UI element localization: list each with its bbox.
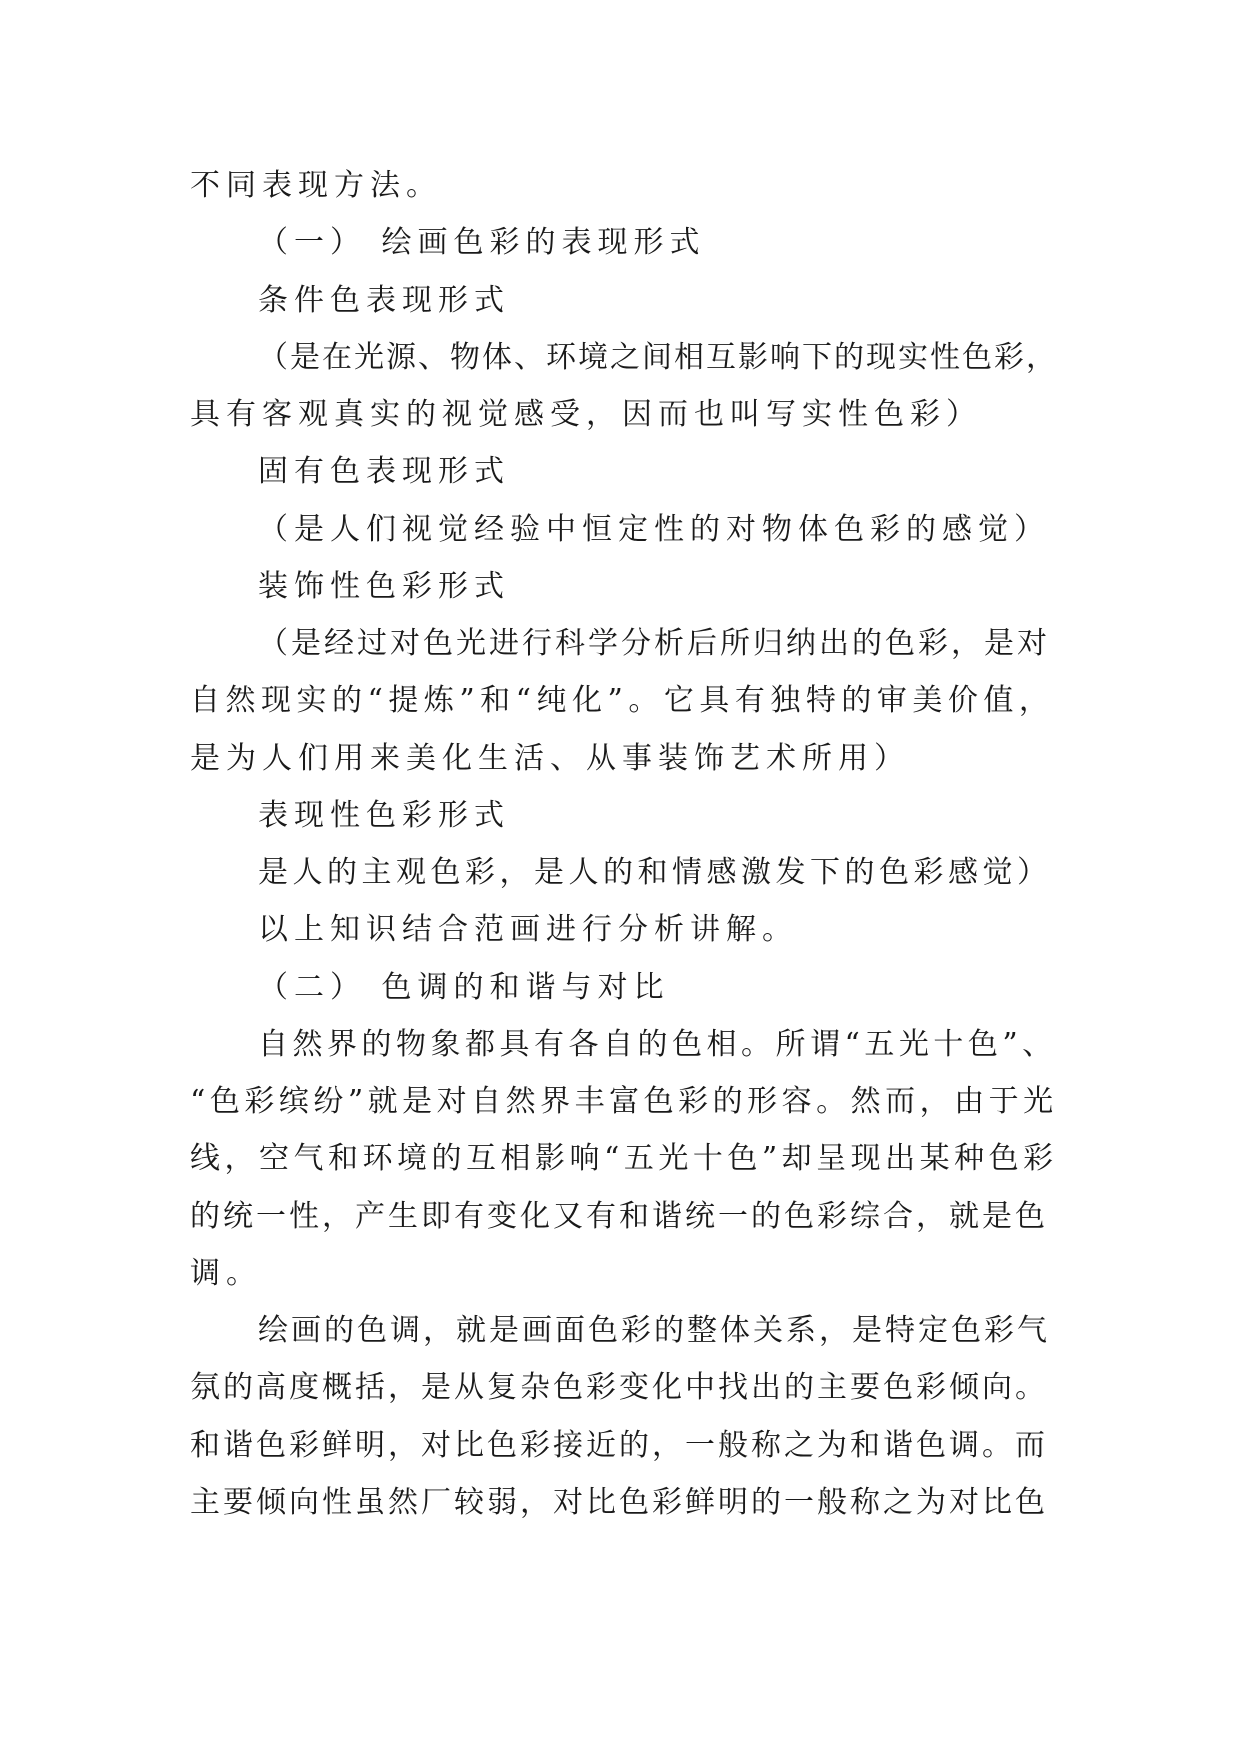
text-line: 不同表现方法。: [190, 168, 442, 203]
text-line: 自然现实的“提炼”和“纯化”。它具有独特的审美价值，: [190, 683, 1055, 718]
subheading: 固有色表现形式: [258, 454, 510, 489]
text-line: 是为人们用来美化生活、从事装饰艺术所用）: [190, 741, 910, 776]
subheading: 表现性色彩形式: [258, 798, 510, 833]
text-line: 线，空气和环境的互相影响“五光十色”却呈现出某种色彩: [190, 1141, 1058, 1176]
text-line: 的统一性，产生即有变化又有和谐统一的色彩综合，就是色: [190, 1199, 1048, 1234]
subheading: 装饰性色彩形式: [258, 569, 510, 604]
text-line: 具有客观真实的视觉感受，因而也叫写实性色彩）: [190, 397, 982, 432]
text-line: “色彩缤纷”就是对自然界丰富色彩的形容。然而，由于光: [190, 1084, 1058, 1119]
text-line: （是在光源、物体、环境之间相互影响下的现实性色彩，: [258, 340, 1058, 375]
text-line: 自然界的物象都具有各自的色相。所谓“五光十色”、: [258, 1027, 1057, 1062]
text-line: 主要倾向性虽然厂较弱，对比色彩鲜明的一般称之为对比色: [190, 1485, 1048, 1520]
text-line: （是经过对色光进行科学分析后所归纳出的色彩，是对: [258, 626, 1050, 661]
subheading: 条件色表现形式: [258, 283, 510, 318]
text-line: 调。: [190, 1256, 262, 1291]
text-line: 以上知识结合范画进行分析讲解。: [258, 912, 798, 947]
text-line: （是人们视觉经验中恒定性的对物体色彩的感觉）: [258, 512, 1050, 547]
section-heading: （二） 色调的和谐与对比: [258, 970, 670, 1005]
text-line: 绘画的色调，就是画面色彩的整体关系，是特定色彩气: [258, 1313, 1050, 1348]
text-line: 氛的高度概括，是从复杂色彩变化中找出的主要色彩倾向。: [190, 1370, 1048, 1405]
text-line: 和谐色彩鲜明，对比色彩接近的，一般称之为和谐色调。而: [190, 1428, 1048, 1463]
section-heading: （一） 绘画色彩的表现形式: [258, 225, 706, 260]
text-line: 是人的主观色彩，是人的和情感激发下的色彩感觉）: [258, 855, 1052, 890]
